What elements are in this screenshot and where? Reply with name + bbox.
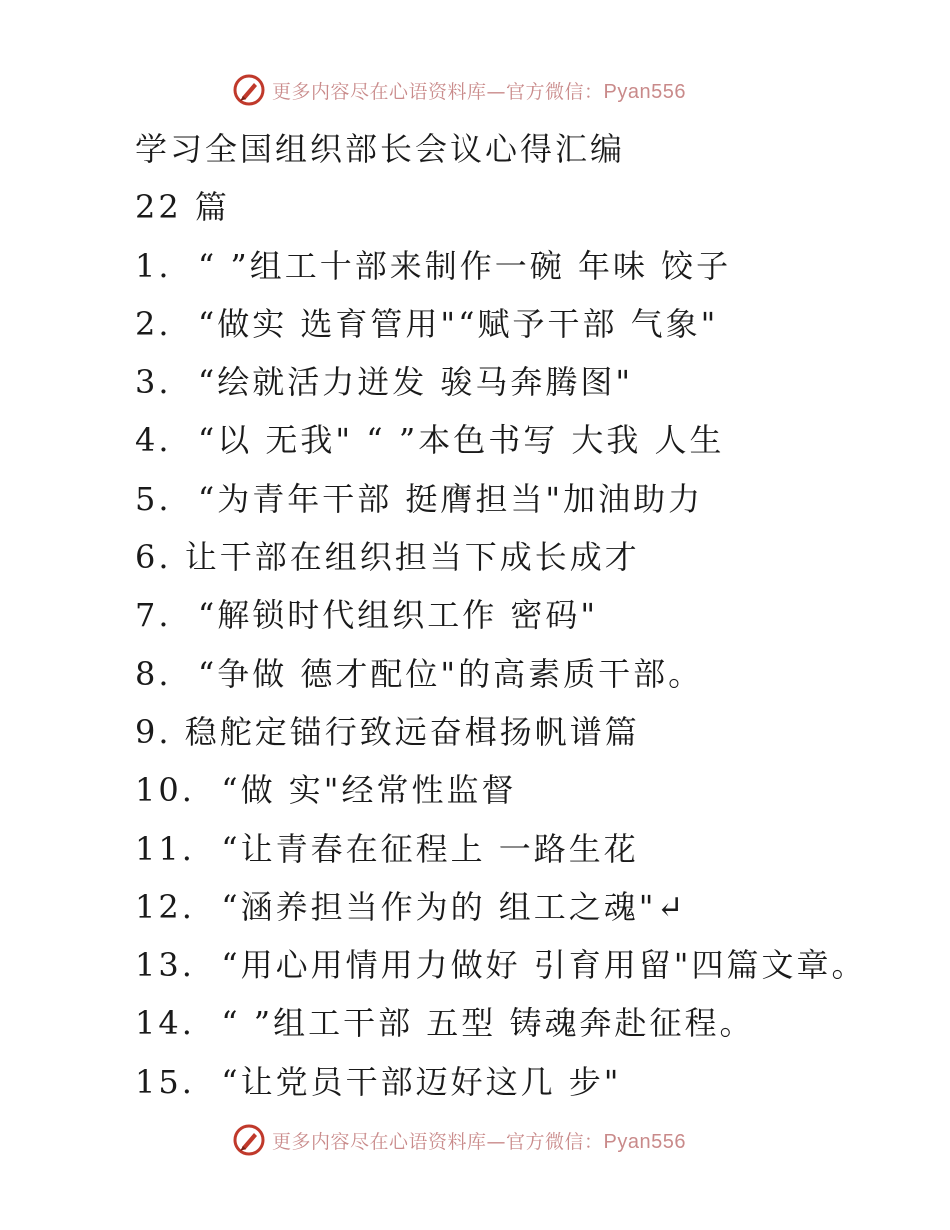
list-item-text: “让青春在征程上 一路生花 — [221, 829, 639, 868]
list-item-number: 10. — [135, 771, 195, 810]
list-item-number: 6. — [135, 538, 172, 577]
list-item-text: “以 无我" “ ”本色书写 大我 人生 — [197, 421, 725, 460]
list-item-number: 3. — [135, 363, 172, 402]
document-subtitle: 22 篇 — [135, 188, 230, 227]
list-item-text: “做实 选育管用"“赋予干部 气象" — [197, 304, 719, 343]
list-item-text: 让干部在组织担当下成长成才 — [184, 538, 640, 577]
list-item — [135, 411, 915, 469]
list-item-number: 8. — [135, 654, 172, 693]
list-item-number: 2. — [135, 304, 172, 343]
list-item — [135, 820, 915, 878]
list-item-text: “涵养担当作为的 组工之魂"↵ — [221, 887, 687, 926]
list-item — [135, 528, 915, 586]
list-item — [135, 586, 915, 644]
watermark-text: 更多内容尽在心语资料库—官方微信：Pyan556 — [272, 80, 686, 103]
list-item-text: “争做 德才配位"的高素质干部。 — [197, 654, 704, 693]
list-item-number: 15. — [135, 1062, 195, 1101]
list-item — [135, 470, 915, 528]
list-item — [135, 1053, 915, 1111]
list-item-number: 13. — [135, 946, 195, 985]
list-item — [135, 994, 915, 1052]
watermark-handle: Pyan556 — [603, 80, 686, 103]
list-item-number: 7. — [135, 596, 172, 635]
watermark-text: 更多内容尽在心语资料库—官方微信：Pyan556 — [272, 1130, 686, 1153]
list-item-number: 1. — [135, 246, 172, 285]
pen-logo-icon — [232, 1123, 266, 1157]
list-item-text: “让党员干部迈好这几 步" — [221, 1062, 622, 1101]
list-item-number: 9. — [135, 712, 172, 751]
list-item — [135, 703, 915, 761]
list-item-text: 稳舵定锚行致远奋楫扬帆谱篇 — [184, 712, 640, 751]
list-item-text: “ ”组工干部 五型 铸魂奔赴征程。 — [221, 1004, 755, 1043]
list-item — [135, 936, 915, 994]
list-item-text: “绘就活力迸发 骏马奔腾图" — [197, 363, 634, 402]
list-item-number: 4. — [135, 421, 172, 460]
watermark-handle: Pyan556 — [603, 1130, 686, 1153]
list-item-text: “用心用情用力做好 引育用留"四篇文章。 — [221, 946, 867, 985]
list-item-text: “解锁时代组织工作 密码" — [197, 596, 599, 635]
list-item-text: “为青年干部 挺膺担当"加油助力 — [197, 479, 704, 518]
list-item-text: “ ”组工十部来制作一碗 年味 饺子 — [197, 246, 732, 285]
list-item — [135, 761, 915, 819]
document-title: 学习全国组织部长会议心得汇编 — [135, 130, 626, 168]
list-item-number: 14. — [135, 1004, 195, 1043]
list-item — [135, 645, 915, 703]
document-body — [135, 120, 915, 1111]
list-item-number: 11. — [135, 829, 195, 868]
list-item-number: 12. — [135, 887, 195, 926]
list-item-text: “做 实"经常性监督 — [221, 771, 517, 810]
watermark-header — [232, 70, 686, 110]
list-item — [135, 295, 915, 353]
watermark-footer — [232, 1120, 686, 1160]
pen-logo-icon — [232, 73, 266, 107]
list-item — [135, 878, 915, 936]
list-item — [135, 237, 915, 295]
list-item — [135, 353, 915, 411]
list-item-number: 5. — [135, 479, 172, 518]
